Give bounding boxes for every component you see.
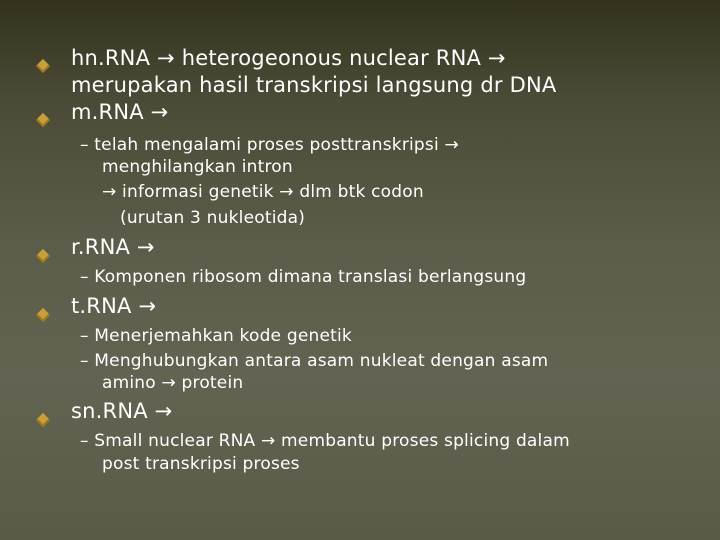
bullet-trna: t.RNA → xyxy=(71,294,157,318)
diamond-bullet-icon xyxy=(36,59,50,73)
sub-trna-item2-line1: – Menghubungkan antara asam nukleat dengan asam xyxy=(80,351,549,371)
sub-rrna-line1: – Komponen ribosom dimana translasi berlangsung xyxy=(80,267,527,287)
sub-trna-item1: – Menerjemahkan kode genetik xyxy=(80,326,352,346)
bullet-mrna: m.RNA → xyxy=(71,100,169,124)
diamond-bullet-icon xyxy=(36,413,50,427)
bullet-hnrna-line1: hn.RNA → heterogeonous nuclear RNA → xyxy=(71,46,506,70)
sub-mrna-line2: menghilangkan intron xyxy=(102,157,293,177)
sub-mrna-line4: (urutan 3 nukleotida) xyxy=(120,208,306,228)
sub-mrna-line3: → informasi genetik → dlm btk codon xyxy=(102,182,424,202)
sub-mrna-line1: – telah mengalami proses posttranskripsi → xyxy=(80,135,459,155)
diamond-bullet-icon xyxy=(36,113,50,127)
diamond-bullet-icon xyxy=(36,249,50,263)
sub-snrna-line1: – Small nuclear RNA → membantu proses splicing dalam xyxy=(80,431,570,451)
bullet-hnrna-line2: merupakan hasil transkripsi langsung dr DNA xyxy=(71,73,557,97)
sub-trna-item2-line2: amino → protein xyxy=(102,373,244,393)
bullet-rrna: r.RNA → xyxy=(71,235,155,259)
diamond-bullet-icon xyxy=(36,308,50,322)
bullet-snrna: sn.RNA → xyxy=(71,399,173,423)
sub-snrna-line2: post transkripsi proses xyxy=(102,454,300,474)
